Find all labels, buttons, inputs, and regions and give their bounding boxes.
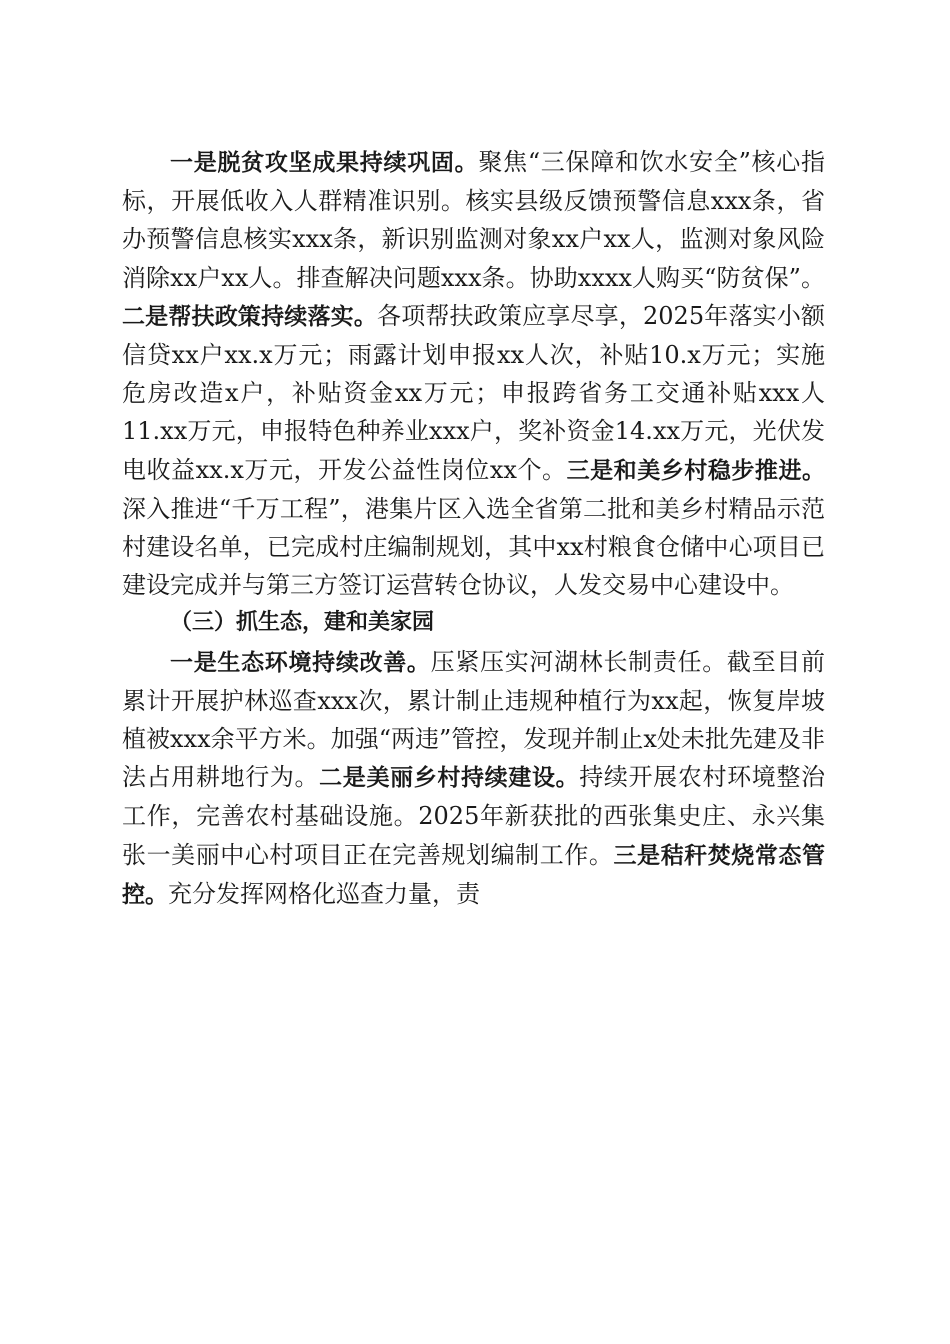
paragraph-text: 各项帮扶政策应享尽享，2025年落实小额信贷xx户xx.x万元；雨露计划申报xx人次，补贴10.x万元；实施危房改造x户，补贴资金xx万元；申报跨省务工交通补贴xxx人11.xx万元，申报特色种养业xxx户，奖补资金14.xx万元，光伏发电收益xx.x万元，开发公益性岗位xx个。 xyxy=(122,301,826,484)
bold-lead-phrase: 二是帮扶政策持续落实。 xyxy=(122,303,378,330)
paragraph-text: 持续开展农村环境整治工作，完善农村基础设施。2025年新获批的西张集史庄、永兴集张一美丽中心村项目正在完善规划编制工作。 xyxy=(122,763,826,869)
paragraph-text: 充分发挥网格化巡查力量，责 xyxy=(168,879,480,908)
bold-lead-phrase: 二是美丽乡村持续建设。 xyxy=(319,765,580,792)
section-heading: （三）抓生态，建和美家园 xyxy=(170,610,435,636)
paragraph-text: 深入推进“千万工程”，港集片区入选全省第二批和美乡村精品示范村建设名单，已完成村庄编制规划，其中xx村粮食仓储中心项目已建设完成并与第三方签订运营转仓协议，人发交易中心建设中。 xyxy=(122,494,825,600)
body-paragraph xyxy=(122,143,825,604)
bold-lead-phrase: 一是脱贫攻坚成果持续巩固。 xyxy=(170,150,479,176)
bold-lead-phrase: 一是生态环境持续改善。 xyxy=(170,649,431,676)
body-paragraph xyxy=(122,643,825,914)
paragraph-text: 聚焦“三保障和饮水安全”核心指标，开展低收入人群精准识别。核实县级反馈预警信息xxx条，省办预警信息核实xxx条，新识别监测对象xx户xx人，监测对象风险消除xx户xx人。排查解决问题xxx条。协助xxxx人购买“防贫保”。 xyxy=(122,148,825,292)
document-page xyxy=(122,143,825,914)
paragraph-text: 压紧压实河湖林长制责任。截至目前累计开展护林巡查xxx次，累计制止违规种植行为xx起，恢复岸坡植被xxx余平方米。加强“两违”管控，发现并制止x处未批先建及非法占用耕地行为。 xyxy=(122,647,826,792)
bold-lead-phrase: 三是和美乡村稳步推进。 xyxy=(566,457,826,484)
bold-lead-phrase: 三是秸秆焚烧常态管控。 xyxy=(122,842,826,908)
